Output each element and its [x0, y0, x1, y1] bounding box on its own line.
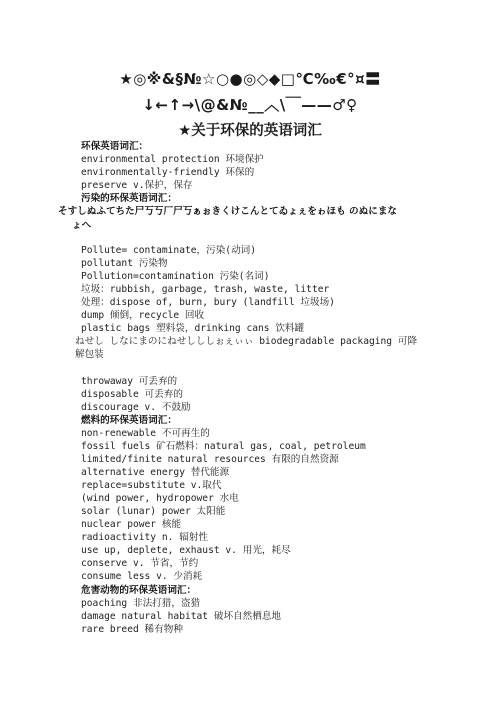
vocab-line: plastic bags 塑料袋，drinking cans 饮料罐 [81, 323, 305, 334]
vocab-line: pollutant 污染物 [81, 258, 168, 269]
vocab-line: non-renewable 不可再生的 [81, 428, 210, 439]
vocab-line: environmentally-friendly 环保的 [81, 167, 255, 178]
vocab-line: conserve v. 节省，节约 [81, 558, 199, 569]
garbled-text-line: ねせし しなにまのにねせしししぉぇぃぃ biodegradable packaging 可降 [75, 336, 418, 347]
vocab-line: alternative energy 替代能源 [81, 467, 230, 478]
vocab-line: consume less v. 少消耗 [81, 571, 203, 582]
vocab-line: use up, deplete, exhaust v. 用光，耗尽 [81, 545, 291, 556]
vocab-line: rare breed 稀有物种 [81, 624, 183, 635]
vocab-line: (wind power, hydropower 水电 [81, 493, 239, 504]
section-heading-animals: 危害动物的环保英语词汇： [81, 585, 197, 596]
vocab-line: preserve v.保护，保存 [81, 180, 193, 191]
vocab-line: replace=substitute v.取代 [81, 480, 222, 491]
vocab-line: dump 倾倒，recycle 回收 [81, 310, 205, 321]
vocab-line: poaching 非法打猎，盗猎 [81, 598, 201, 609]
vocab-line: nuclear power 核能 [81, 519, 182, 530]
symbol-line-1: ★◎※&§№☆○●◎◇◆□℃‰€°¤〓 [119, 70, 381, 88]
vocab-line: radioactivity n. 辐射性 [81, 532, 208, 543]
vocab-line: solar (lunar) power 太阳能 [81, 506, 226, 517]
vocab-line: 垃圾：rubbish, garbage, trash, waste, litter [81, 284, 330, 295]
section-heading-fuel: 燃料的环保英语词汇： [81, 415, 177, 426]
section-heading-env: 环保英语词汇： [81, 141, 149, 152]
vocab-line: throwaway 可丢弃的 [81, 376, 178, 387]
garbled-text-line: そすしぬふてちた尸丂丂厂尸丂ぁぉきくけこんとてゐょぇをゎほも のぬにまな [58, 206, 398, 217]
vocab-line: damage natural habitat 破坏自然栖息地 [81, 611, 282, 622]
vocab-line: 处理：dispose of, burn, bury (landfill 垃圾场) [81, 297, 335, 308]
vocab-line: Pollute= contaminate，污染(动词) [81, 245, 257, 256]
symbol-line-2: ↓←↑→\@&№__︿\￣——♂♀ [142, 96, 358, 114]
vocab-line: environmental protection 环境保护 [81, 154, 264, 165]
vocab-line: discourage v. 不鼓励 [81, 402, 191, 413]
section-heading-pollution: 污染的环保英语词汇： [81, 193, 177, 204]
vocab-line: fossil fuels 矿石燃料：natural gas, coal, petroleum [81, 441, 366, 452]
vocab-line: Pollution=contamination 污染(名词) [81, 271, 270, 282]
page-title: ★关于环保的英语词汇 [178, 123, 322, 139]
vocab-line: disposable 可丢弃的 [81, 389, 183, 400]
garbled-text-line: ょへ [72, 220, 92, 231]
vocab-line: 解包装 [75, 349, 104, 360]
vocab-line: limited/finite natural resources 有限的自然资源 [81, 454, 339, 465]
